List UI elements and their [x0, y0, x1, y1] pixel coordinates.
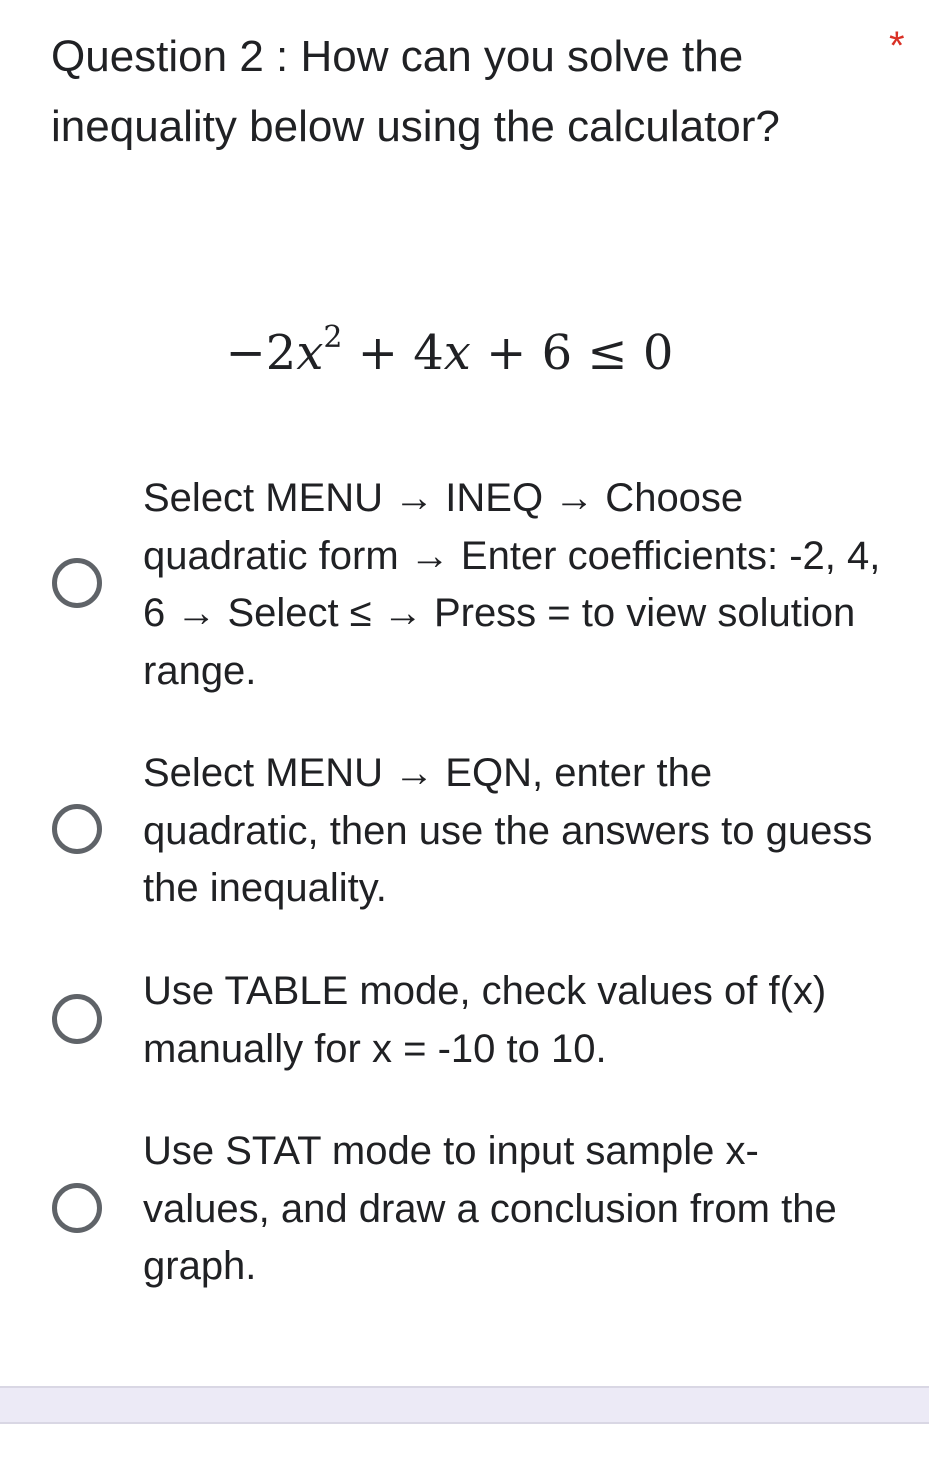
- option-1-label: Select MENU → INEQ → Choose quadratic form → Enter coefficients: -2, 4, 6 → Select ≤ → Press = to view solution range.: [143, 476, 881, 693]
- option-3-label: Use TABLE mode, check values of f(x) manually for x = -10 to 10.: [143, 969, 827, 1071]
- option-4-label: Use STAT mode to input sample x-values, and draw a conclusion from the graph.: [143, 1129, 837, 1288]
- option-1[interactable]: [0, 470, 929, 700]
- equation-tail: + 6 ≤ 0: [470, 325, 674, 381]
- equation-exponent: 2: [323, 320, 343, 355]
- radio-button-option-2[interactable]: [52, 804, 102, 854]
- radio-button-option-3[interactable]: [52, 994, 102, 1044]
- radio-button-option-1[interactable]: [52, 558, 102, 608]
- option-3[interactable]: [0, 963, 929, 1083]
- equation-var-x: x: [296, 325, 324, 381]
- radio-button-option-4[interactable]: [52, 1183, 102, 1233]
- equation-middle: + 4: [342, 325, 444, 381]
- inequality-equation: [0, 303, 929, 388]
- footer-divider-bar: [0, 1386, 929, 1424]
- required-asterisk: *: [889, 24, 905, 68]
- option-2-label: Select MENU → EQN, enter the quadratic, then use the answers to guess the inequality.: [143, 751, 873, 910]
- option-2[interactable]: [0, 745, 929, 920]
- equation-lead: −2: [225, 325, 297, 381]
- equation-var-x-2: x: [443, 325, 471, 381]
- question-title: Question 2 : How can you solve the inequality below using the calculator?: [51, 32, 780, 151]
- option-4[interactable]: [0, 1123, 929, 1298]
